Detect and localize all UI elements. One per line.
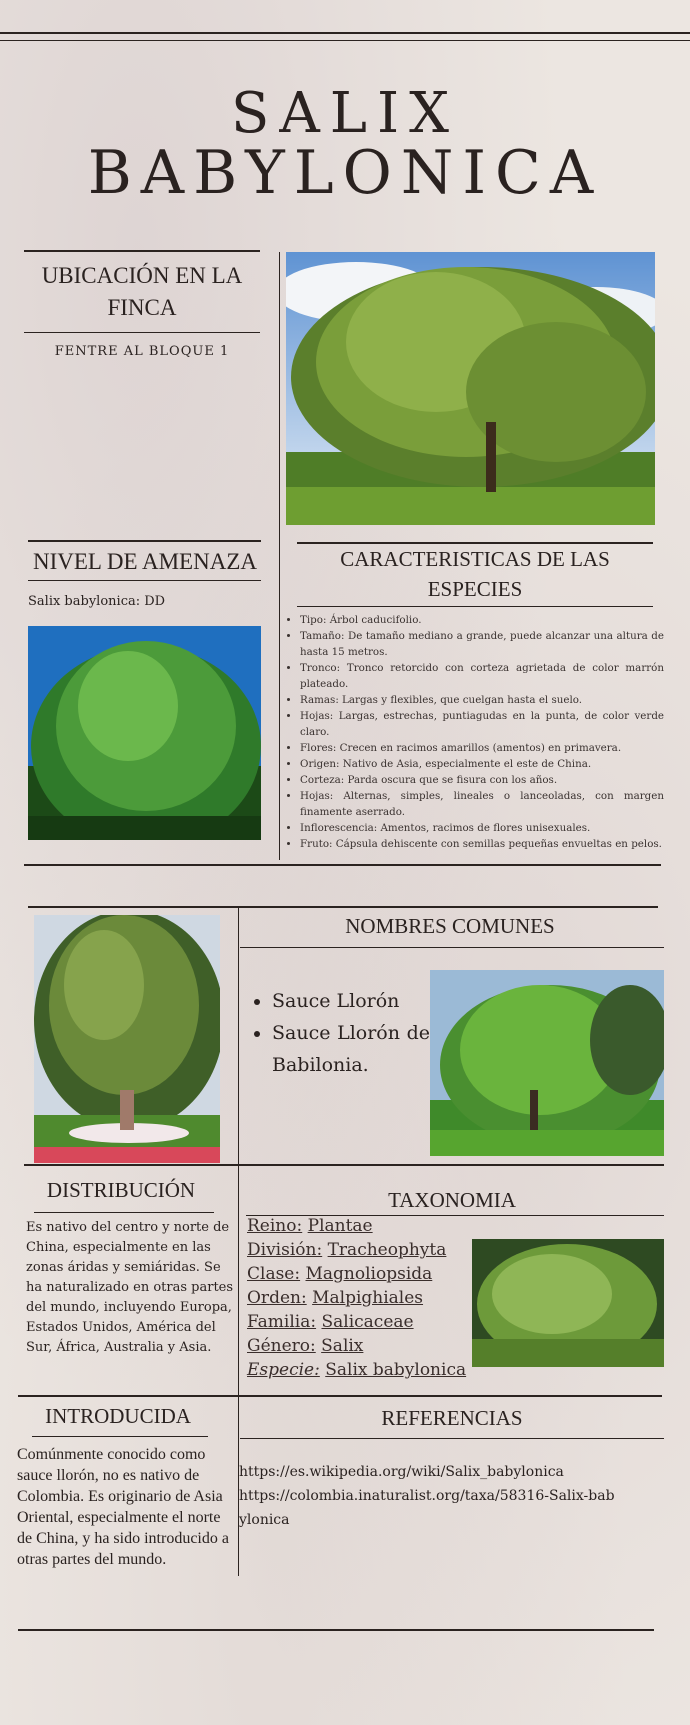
taxonomia-heading: TAXONOMIA — [388, 1188, 516, 1212]
page-title-line2: BABYLONICA — [87, 138, 603, 208]
caracteristicas-list — [286, 612, 664, 852]
rule-section3-top — [18, 1395, 662, 1397]
rule-ubicacion-top — [24, 250, 260, 252]
introducida-heading: INTRODUCIDA — [45, 1404, 191, 1428]
rule-introducida — [32, 1436, 208, 1437]
caracteristica-item: • Hojas: Largas, estrechas, puntiagudas en la punta, de color verde claro. — [300, 708, 664, 740]
taxo-clase: Clase: Magnoliopsida — [247, 1264, 433, 1284]
page-title-line1: SALIX — [231, 81, 459, 146]
caracteristicas-heading: CARACTERISTICAS DE LAS ESPECIES — [340, 547, 610, 601]
amenaza-text: Salix babylonica: DD — [28, 594, 166, 609]
caracteristica-item: • Flores: Crecen en racimos amarillos (amentos) en primavera. — [300, 740, 664, 756]
top-rule-2 — [0, 40, 690, 41]
ref-link-1[interactable]: https://es.wikipedia.org/wiki/Salix_babylonica — [239, 1464, 564, 1480]
willow-photo-garden — [34, 915, 220, 1163]
rule-ubicacion-bottom — [24, 332, 260, 333]
amenaza-heading: NIVEL DE AMENAZA — [32, 549, 257, 574]
ubicacion-heading: UBICACIÓN EN LA FINCA — [41, 263, 243, 321]
willow-photo-lake — [430, 970, 664, 1156]
divider-vertical-2 — [238, 906, 239, 1426]
introducida-text: Comúnmente conocido como sauce llorón, no es nativo de Colombia. Es originario de Asia Oriental, especialmente el norte de China, y ha sido introducido a otras partes del mundo. — [17, 1446, 229, 1568]
rule-nombres-bottom — [240, 947, 664, 948]
rule-section2-top — [28, 906, 658, 908]
caracteristica-item: • Fruto: Cápsula dehiscente con semillas pequeñas envueltas en pelos. — [300, 836, 664, 852]
rule-amenaza-top — [28, 540, 261, 542]
willow-photo-blue-sky — [28, 626, 261, 840]
taxonomia-list — [247, 1214, 477, 1382]
nombre-2: • Sauce Llorón de Babilonia. — [272, 1017, 430, 1081]
caracteristica-item: • Ramas: Largas y flexibles, que cuelgan hasta el suelo. — [300, 692, 664, 708]
nombres-list — [250, 985, 430, 1081]
rule-caract-bottom — [297, 606, 653, 607]
distribucion-text: Es nativo del centro y norte de China, especialmente en las zonas áridas y semiáridas. Se ha naturalizado en otras partes del mundo, incluyendo Europa, Estados Unidos, América del Sur, África, Australia y Asia. — [26, 1220, 234, 1355]
rule-referencias — [240, 1438, 664, 1439]
rule-distribucion — [34, 1212, 214, 1213]
nombre-1: • Sauce Llorón — [272, 985, 430, 1017]
caracteristica-item: • Hojas: Alternas, simples, lineales o lanceoladas, con margen finamente aserrado. — [300, 788, 664, 820]
referencias-list — [239, 1460, 619, 1532]
nombres-heading: NOMBRES COMUNES — [345, 914, 555, 938]
taxo-orden: Orden: Malpighiales — [247, 1288, 424, 1308]
caracteristica-item: • Corteza: Parda oscura que se fisura con los años. — [300, 772, 664, 788]
caracteristica-item: • Tipo: Árbol caducifolio. — [300, 612, 664, 628]
taxo-especie: Especie: Salix babylonica — [247, 1360, 467, 1380]
caracteristica-item: • Tamaño: De tamaño mediano a grande, puede alcanzar una altura de hasta 15 metros. — [300, 628, 664, 660]
bottom-rule — [18, 1629, 654, 1631]
caracteristica-item: • Origen: Nativo de Asia, especialmente el este de China. — [300, 756, 664, 772]
willow-photo-large — [286, 252, 655, 525]
ubicacion-text: FENTRE AL BLOQUE 1 — [54, 344, 230, 359]
caracteristica-item: • Inflorescencia: Amentos, racimos de flores unisexuales. — [300, 820, 664, 836]
rule-section2-mid — [24, 1164, 664, 1166]
ref-link-2[interactable]: https://colombia.inaturalist.org/taxa/58316-Salix-babylonica — [239, 1488, 615, 1528]
caracteristica-item: • Tronco: Tronco retorcido con corteza agrietada de color marrón plateado. — [300, 660, 664, 692]
rule-section1-bottom — [24, 864, 661, 866]
taxo-genero: Género: Salix — [247, 1336, 364, 1356]
referencias-heading: REFERENCIAS — [381, 1406, 523, 1430]
taxo-familia: Familia: Salicaceae — [247, 1312, 414, 1332]
divider-vertical-1 — [279, 252, 280, 860]
top-rule — [0, 32, 690, 34]
willow-photo-field — [472, 1239, 664, 1367]
rule-amenaza-bottom — [28, 580, 261, 581]
distribucion-heading: DISTRIBUCIÓN — [46, 1178, 196, 1202]
taxo-reino: Reino: Plantae — [247, 1216, 373, 1236]
taxo-division: División: Tracheophyta — [247, 1240, 447, 1260]
